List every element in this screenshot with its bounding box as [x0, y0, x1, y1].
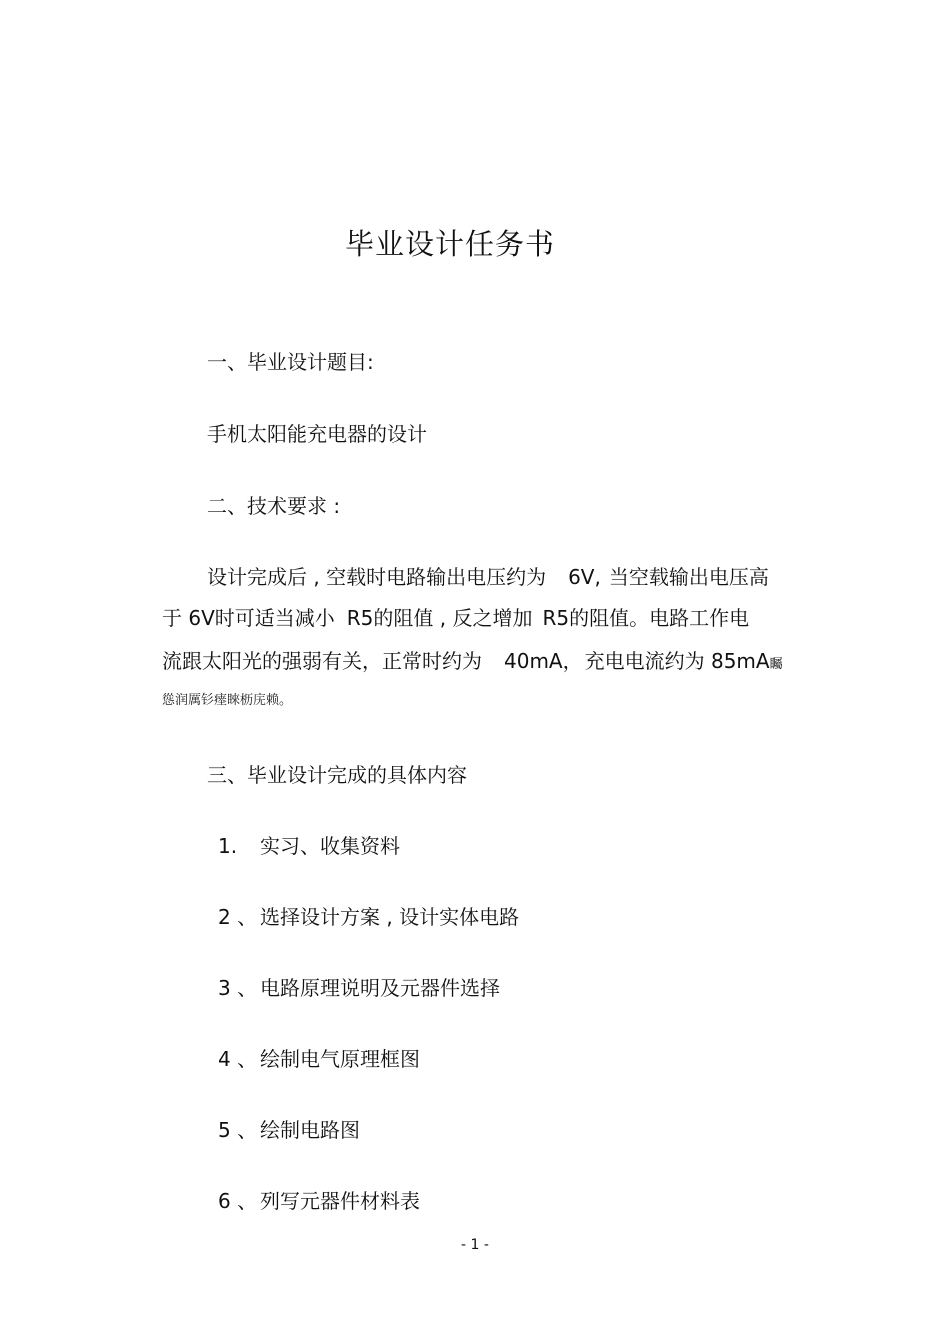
list-item-text: 电路原理说明及元器件选择 [260, 976, 500, 1000]
garbled-char: 矚 [769, 657, 783, 672]
list-item-number: 5 、 [218, 1118, 258, 1142]
list-item-text: 绘制电路图 [260, 1118, 360, 1142]
list-item-text: 选择设计方案 , 设计实体电路 [260, 905, 520, 929]
page-number: - 1 - [461, 1237, 489, 1253]
list-item [218, 972, 500, 1001]
voltage-value: 6V, [568, 565, 601, 589]
list-item [218, 901, 519, 930]
requirement-text: 充电电流约为 85mA [584, 649, 770, 673]
garbled-text-line: 慫润厲钐瘗睞枥庑赖。 [162, 693, 293, 708]
document-title: 毕业设计任务书 [344, 227, 555, 261]
list-item-number: 2 、 [218, 905, 258, 929]
list-item-number: 1. [218, 834, 238, 858]
list-item [218, 1114, 360, 1143]
list-item-text: 实习、收集资料 [260, 834, 400, 858]
list-item [218, 1043, 420, 1072]
requirement-line-3 [162, 645, 783, 674]
section1-heading: 一、毕业设计题目: [207, 350, 374, 374]
requirement-line-2 [162, 602, 749, 631]
requirement-text: 于 6V时可适当减小 [162, 606, 335, 630]
list-item-text: 绘制电气原理框图 [260, 1047, 420, 1071]
list-item-number: 3 、 [218, 976, 258, 1000]
requirement-text: 流跟太阳光的强弱有关，正常时约为 [162, 649, 482, 673]
requirement-text: R5的阻值 , 反之增加 [346, 606, 533, 630]
list-item [218, 1185, 420, 1214]
current-value: 40mA， [504, 649, 583, 673]
design-topic: 手机太阳能充电器的设计 [207, 422, 427, 446]
section2-heading: 二、技术要求 : [207, 494, 341, 518]
list-item-text: 列写元器件材料表 [260, 1189, 420, 1213]
section3-heading: 三、毕业设计完成的具体内容 [207, 763, 467, 787]
requirement-text: R5的阻值。电路工作电 [542, 606, 750, 630]
list-item-number: 6 、 [218, 1189, 258, 1213]
list-item-number: 4 、 [218, 1047, 258, 1071]
requirement-text: 当空载输出电压高 [608, 565, 769, 589]
requirement-text: 设计完成后 , 空载时电路输出电压约为 [207, 565, 547, 589]
list-item [218, 830, 400, 859]
requirement-line-1 [207, 561, 769, 590]
